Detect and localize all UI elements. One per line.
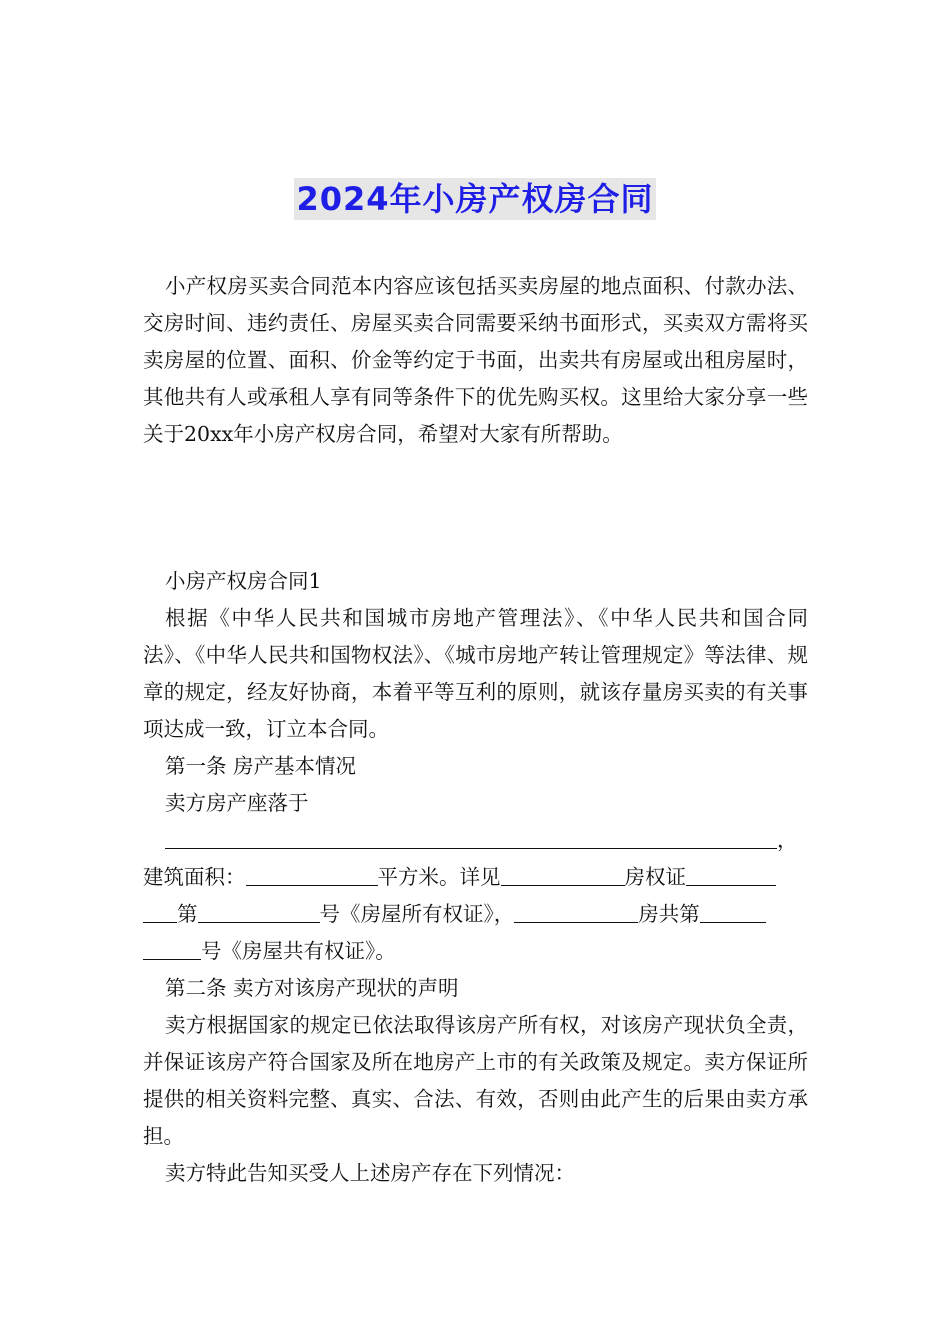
intro-paragraph: 小产权房买卖合同范本内容应该包括买卖房屋的地点面积、付款办法、交房时间、违约责任、房屋买卖合同需要采纳书面形式，买卖双方需将买卖房屋的位置、面积、价金等约定于书面，出卖共有房屋或出租房屋时，其他共有人或承租人享有同等条件下的优先购买权。这里给大家分享一些关于20xx年小房产权房合同，希望对大家有所帮助。: [143, 274, 808, 446]
article-2-body: 卖方根据国家的规定已依法取得该房产所有权，对该房产现状负全责，并保证该房产符合国家及所在地房产上市的有关政策及规定。卖方保证所提供的相关资料完整、真实、合法、有效，否则由此产生的后果由卖方承担。: [143, 1013, 808, 1148]
contract-section: [143, 563, 808, 1192]
co-label: 房共第: [638, 902, 700, 926]
notice-paragraph: 卖方特此告知买受人上述房产存在下列情况：: [165, 1161, 575, 1185]
location-comma: ，: [777, 828, 798, 852]
title-container: [0, 178, 950, 220]
location-fill-line: [143, 822, 808, 859]
article-2-title: 第二条 卖方对该房产现状的声明: [165, 976, 459, 1000]
contract-heading: 小房产权房合同1: [165, 569, 322, 593]
cert-word-blank-cont: [143, 900, 177, 923]
cert-number-blank: [198, 900, 320, 923]
area-fill-paragraph: [143, 859, 808, 970]
co-suffix: 号《房屋共有权证》。: [201, 939, 396, 963]
location-blank: [165, 826, 777, 849]
co-number-blank: [700, 900, 766, 923]
area-blank: [246, 863, 378, 886]
co-city-blank: [514, 900, 638, 923]
seller-location-label: 卖方房产座落于: [165, 791, 309, 815]
cert-city-blank: [501, 863, 625, 886]
cert-no-prefix: 第: [177, 902, 198, 926]
cert-label: 房权证: [624, 865, 686, 889]
intro-section: [143, 268, 808, 453]
basis-paragraph: 根据《中华人民共和国城市房地产管理法》、《中华人民共和国合同法》、《中华人民共和国物权法》、《城市房地产转让管理规定》等法律、规章的规定，经友好协商，本着平等互利的原则，就该存量房买卖的有关事项达成一致，订立本合同。: [143, 606, 808, 741]
co-number-blank-cont: [143, 937, 201, 960]
area-label: 建筑面积：: [143, 865, 246, 889]
document-title: 2024年小房产权房合同: [296, 180, 654, 218]
article-1-title: 第一条 房产基本情况: [165, 754, 357, 778]
cert-no-suffix: 号《房屋所有权证》，: [319, 902, 515, 926]
cert-word-blank: [686, 863, 776, 886]
area-unit: 平方米。详见: [377, 865, 501, 889]
